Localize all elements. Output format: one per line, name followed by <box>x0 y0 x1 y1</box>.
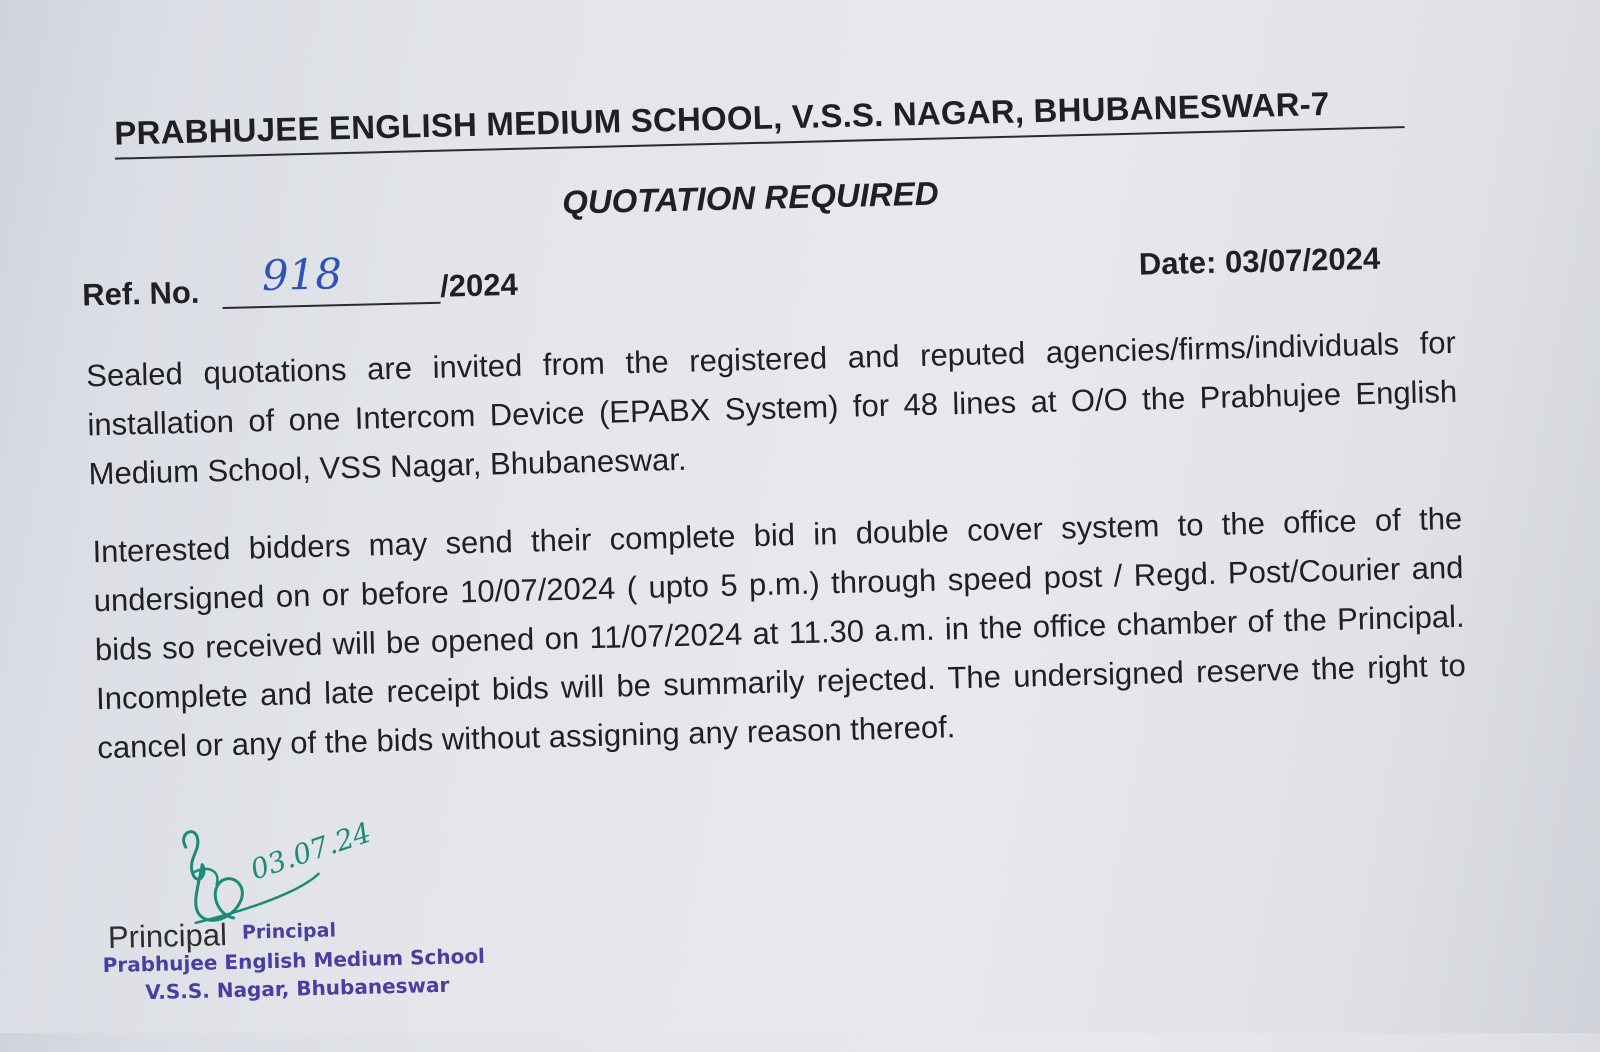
ref-label: Ref. No. <box>81 274 200 313</box>
signature-date: 03.07.24 <box>246 815 376 887</box>
stamp-school: Prabhujee English Medium School <box>102 943 486 978</box>
school-title: PRABHUJEE ENGLISH MEDIUM SCHOOL, V.S.S. NAGAR, BHUBANESWAR-7 <box>113 84 1330 152</box>
body-paragraph-2: Interested bidders may send their complete bid in double cover system to the office of the undersigned on or before 10/07/2024 ( upto 5 p.m.) through speed post / Regd. Post/Courier and bids so received will be opened on 11/07/2024 at 11.30 a.m. in the office chamber of the Principal. Incomplete and late receipt bids will be summarily rejected. The undersigned reserve the right to cancel or any of the bids without assigning any reason thereof. <box>92 500 1467 766</box>
ref-number-line <box>223 302 441 309</box>
signatory-designation: Principal <box>107 917 228 956</box>
notice-heading: QUOTATION REQUIRED <box>561 174 939 221</box>
stamp-address: V.S.S. Nagar, Bhubaneswar <box>145 972 450 1005</box>
body-paragraph-1: Sealed quotations are invited from the registered and reputed agencies/firms/individuals for installation of one Intercom Device (EPABX System) for 48 lines at O/O the Prabhujee English Medium School, VSS Nagar, Bhubaneswar. <box>85 324 1458 492</box>
notice-date: Date: 03/07/2024 <box>1138 240 1381 282</box>
ref-number-handwritten: 918 <box>261 249 343 301</box>
stamp-title: Principal <box>241 919 337 944</box>
ref-year: /2024 <box>439 266 519 304</box>
